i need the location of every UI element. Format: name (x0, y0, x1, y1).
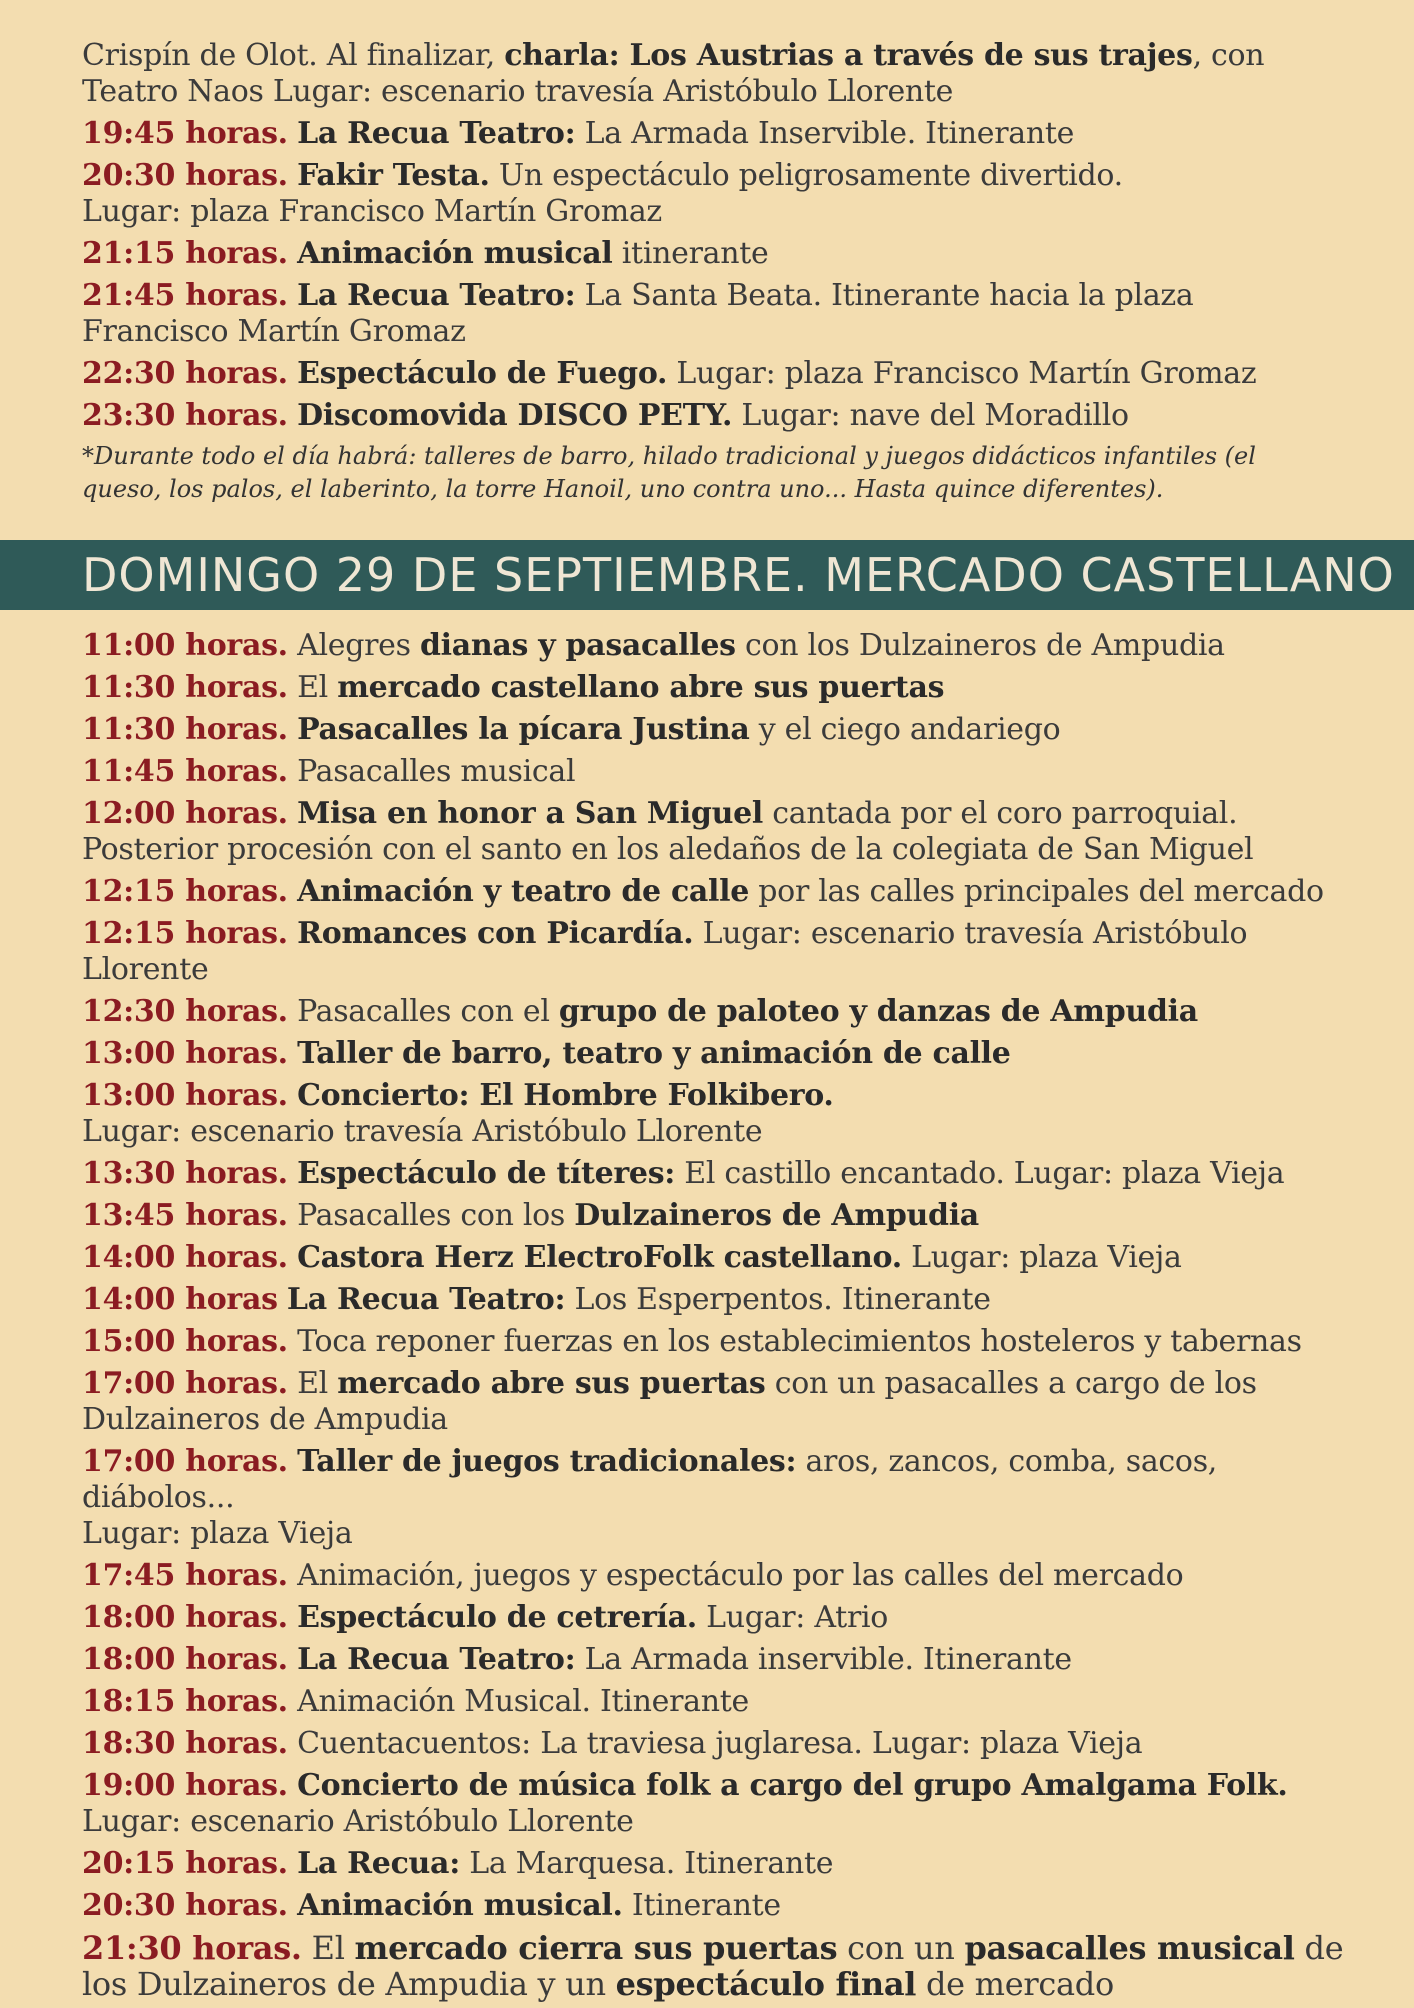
sunday-entry (82, 712, 1352, 748)
entry-time: 20:30 horas. (82, 1888, 288, 1923)
entry-bold: grupo de paloteo y danzas de Ampudia (558, 994, 1198, 1029)
entry-text: El castillo encantado. Lugar: plaza Vieja (675, 1156, 1285, 1191)
sunday-entry (82, 1846, 1352, 1882)
entry-2330 (82, 398, 1342, 434)
entry-text: con un (837, 1929, 965, 1967)
entry-text: de mercado (916, 1965, 1114, 2003)
entry-time: 14:00 horas (82, 1282, 278, 1317)
entry-bold: Animación musical. (297, 1888, 623, 1923)
entry-time: 13:00 horas. (82, 1036, 288, 1071)
sunday-entry (82, 1888, 1352, 1924)
sunday-entry (82, 754, 1352, 790)
entry-text: La Marquesa. Itinerante (459, 1846, 834, 1881)
entry-time: 20:15 horas. (82, 1846, 288, 1881)
entry-bold: Animación y teatro de calle (297, 874, 750, 909)
entry-text: , con Teatro Naos Lugar: escenario travesía Aristóbulo Llorente (82, 38, 1265, 109)
sunday-entry (82, 1078, 1352, 1150)
entry-crispin (82, 38, 1342, 110)
entry-text: El (297, 1366, 338, 1401)
sunday-entry (82, 628, 1352, 664)
entry-bold: Fakir Testa. (297, 158, 490, 193)
entry-text: El (297, 670, 338, 705)
entry-bold: Pasacalles la pícara Justina (297, 712, 750, 747)
sunday-entry (82, 1036, 1352, 1072)
entry-time: 15:00 horas. (82, 1324, 288, 1359)
entry-bold: Espectáculo de títeres: (297, 1156, 676, 1191)
entry-time: 11:45 horas. (82, 754, 288, 789)
entry-time: 13:00 horas. (82, 1078, 288, 1113)
entry-time: 11:00 horas. (82, 628, 288, 663)
entry-bold: Concierto: El Hombre Folkibero. (297, 1078, 834, 1113)
entry-bold: Discomovida DISCO PETY. (297, 398, 733, 433)
entry-text: Pasacalles con los (297, 1198, 575, 1233)
entry-time: 19:45 horas. (82, 116, 288, 151)
sunday-entry (82, 1600, 1352, 1636)
entry-text: Animación Musical. Itinerante (297, 1684, 749, 1719)
entry-bold: Castora Herz ElectroFolk castellano. (297, 1240, 902, 1275)
entry-location: Lugar: plaza Francisco Martín Gromaz (82, 194, 662, 229)
entry-2115 (82, 236, 1342, 272)
entry-bold: Animación musical (297, 236, 613, 271)
entry-bold: Concierto de música folk a cargo del grupo Amalgama Folk. (297, 1768, 1288, 1803)
entry-text: La Armada Inservible. Itinerante (584, 116, 1075, 151)
entry-text: Toca reponer fuerzas en los establecimientos hosteleros y tabernas (297, 1324, 1302, 1359)
entry-bold: Romances con Picardía. (297, 916, 694, 951)
entry-location: Lugar: plaza Vieja (82, 1516, 353, 1551)
entry-1945 (82, 116, 1342, 152)
entry-bold: pasacalles musical (964, 1929, 1295, 1967)
entry-time: 22:30 horas. (82, 356, 288, 391)
entry-text: Crispín de Olot. Al finalizar, (82, 38, 505, 73)
entry-bold: La Recua Teatro: (297, 1642, 576, 1677)
entry-bold: La Recua Teatro: (286, 1282, 566, 1317)
entry-2230 (82, 356, 1342, 392)
entry-text: Cuentacuentos: La traviesa juglaresa. Lugar: plaza Vieja (297, 1726, 1143, 1761)
sunday-entry (82, 1558, 1352, 1594)
workshops-note: *Durante todo el día habrá: talleres de barro, hilado tradicional y juegos didácticos infantiles (el queso, los palos, el laberinto, la torre Hanoil, uno contra uno... Hasta quince diferentes). (82, 442, 1256, 503)
entry-bold: Taller de juegos tradicionales: (297, 1444, 797, 1479)
entry-bold: mercado cierra sus puertas (354, 1929, 838, 1967)
entry-time: 20:30 horas. (82, 158, 288, 193)
sunday-banner: DOMINGO 29 DE SEPTIEMBRE. MERCADO CASTELLANO (0, 540, 1414, 610)
sunday-entry (82, 1198, 1352, 1234)
sunday-entry (82, 1684, 1352, 1720)
sunday-entry (82, 1726, 1352, 1762)
entry-bold: Espectáculo de cetrería. (297, 1600, 697, 1635)
sunday-entry (82, 1930, 1352, 2002)
sunday-entry (82, 1324, 1352, 1360)
saturday-program (82, 38, 1342, 506)
entry-bold: charla: Los Austrias a través de sus trajes (504, 38, 1193, 73)
sunday-entry (82, 1768, 1352, 1840)
entry-time: 18:00 horas. (82, 1600, 288, 1635)
entry-text: Lugar: nave del Moradillo (741, 398, 1129, 433)
entry-time: 17:45 horas. (82, 1558, 288, 1593)
entry-text: Los Esperpentos. Itinerante (565, 1282, 991, 1317)
entry-time: 11:30 horas. (82, 712, 288, 747)
entry-text: aros, zancos, comba, sacos, diábolos... (82, 1444, 1218, 1515)
entry-bold: La Recua: (297, 1846, 460, 1881)
entry-text: Un espectáculo peligrosamente divertido. (498, 158, 1123, 193)
entry-time: 17:00 horas. (82, 1444, 288, 1479)
entry-time: 21:30 horas. (82, 1929, 302, 1967)
entry-bold: Misa en honor a San Miguel (297, 796, 764, 831)
entry-bold: Taller de barro, teatro y animación de calle (297, 1036, 1011, 1071)
entry-text: Itinerante (622, 1888, 781, 1923)
entry-time: 12:30 horas. (82, 994, 288, 1029)
sunday-entry (82, 1444, 1352, 1552)
entry-time: 19:00 horas. (82, 1768, 288, 1803)
entry-text: Alegres (297, 628, 420, 663)
entry-text: cantada por el coro parroquial. Posterior procesión con el santo en los aledaños de la colegiata de San Miguel (82, 796, 1254, 867)
entry-time: 21:45 horas. (82, 278, 288, 313)
entry-bold: dianas y pasacalles (419, 628, 736, 663)
entry-time: 23:30 horas. (82, 398, 288, 433)
entry-text: Pasacalles con el (297, 994, 559, 1029)
entry-time: 21:15 horas. (82, 236, 288, 271)
sunday-entry (82, 994, 1352, 1030)
entry-time: 18:15 horas. (82, 1684, 288, 1719)
entry-text: Lugar: Atrio (696, 1600, 889, 1635)
entry-text: con un pasacalles a cargo de los Dulzaineros de Ampudia (82, 1366, 1257, 1437)
sunday-entry (82, 796, 1352, 868)
sunday-entry (82, 1282, 1352, 1318)
entry-time: 12:00 horas. (82, 796, 288, 831)
entry-time: 18:00 horas. (82, 1642, 288, 1677)
entry-time: 12:15 horas. (82, 916, 288, 951)
entry-bold: La Recua Teatro: (297, 278, 576, 313)
entry-text: por las calles principales del mercado (749, 874, 1324, 909)
sunday-entry (82, 1156, 1352, 1192)
entry-time: 13:30 horas. (82, 1156, 288, 1191)
entry-bold: mercado abre sus puertas (337, 1366, 766, 1401)
entry-location: Lugar: escenario travesía Aristóbulo Llorente (82, 1114, 763, 1149)
entry-bold: La Recua Teatro: (297, 116, 576, 151)
entry-text: La Santa Beata. Itinerante hacia la plaza Francisco Martín Gromaz (82, 278, 1194, 349)
entry-text: Lugar: escenario travesía Aristóbulo Llorente (82, 916, 1248, 987)
sunday-program (82, 628, 1352, 2008)
entry-bold: espectáculo final (615, 1965, 917, 2003)
entry-text: Animación, juegos y espectáculo por las calles del mercado (297, 1558, 1184, 1593)
entry-text: La Armada inservible. Itinerante (575, 1642, 1072, 1677)
entry-text: y el ciego andariego (749, 712, 1061, 747)
sunday-entry (82, 1642, 1352, 1678)
entry-2145 (82, 278, 1342, 350)
entry-text: con los Dulzaineros de Ampudia (735, 628, 1225, 663)
sunday-entry (82, 670, 1352, 706)
entry-text: Pasacalles musical (297, 754, 576, 789)
entry-text: de los Dulzaineros de Ampudia y un (82, 1929, 1344, 2003)
sunday-entry (82, 916, 1352, 988)
entry-time: 13:45 horas. (82, 1198, 288, 1233)
entry-time: 11:30 horas. (82, 670, 288, 705)
entry-text: El (311, 1929, 355, 1967)
sunday-entry (82, 1366, 1352, 1438)
entry-text: itinerante (621, 236, 769, 271)
entry-bold: mercado castellano abre sus puertas (337, 670, 945, 705)
sunday-entry (82, 1240, 1352, 1276)
entry-bold: Dulzaineros de Ampudia (574, 1198, 979, 1233)
entry-text: Lugar: plaza Francisco Martín Gromaz (676, 356, 1257, 391)
entry-time: 12:15 horas. (82, 874, 288, 909)
entry-time: 18:30 horas. (82, 1726, 288, 1761)
entry-time: 14:00 horas. (82, 1240, 288, 1275)
entry-text: Lugar: plaza Vieja (901, 1240, 1182, 1275)
entry-time: 17:00 horas. (82, 1366, 288, 1401)
entry-location: Lugar: escenario Aristóbulo Llorente (82, 1804, 634, 1839)
entry-2030 (82, 158, 1342, 230)
sunday-entry (82, 874, 1352, 910)
entry-bold: Espectáculo de Fuego. (297, 356, 668, 391)
